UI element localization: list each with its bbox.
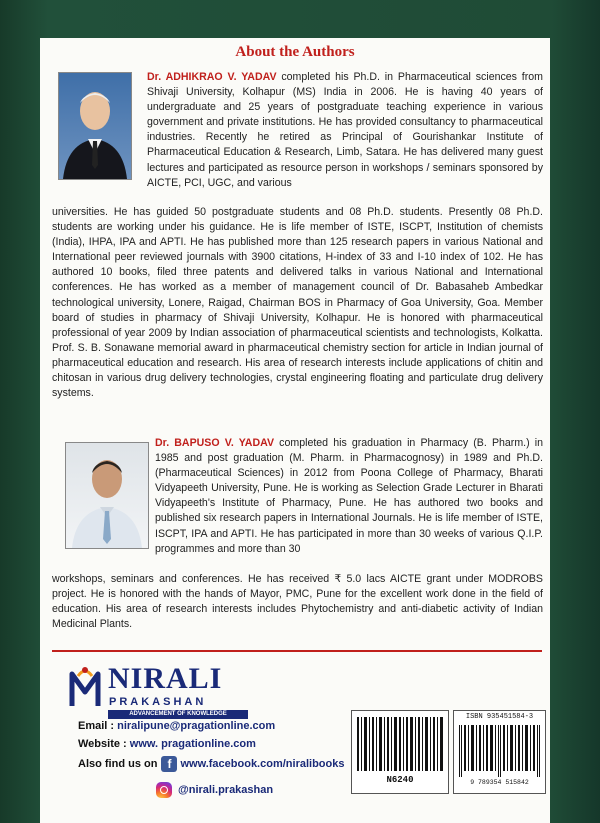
content-panel	[40, 38, 550, 823]
author2-photo	[65, 442, 149, 549]
website-link[interactable]: www. pragationline.com	[129, 738, 256, 750]
publisher-logo	[68, 658, 268, 718]
facebook-line	[78, 756, 344, 772]
isbn-bars-icon	[459, 725, 540, 777]
email-link[interactable]: niralipune@pragationline.com	[117, 720, 276, 732]
email-label: Email :	[78, 720, 118, 732]
author2-bio-top	[155, 436, 543, 557]
nirali-logo-icon	[68, 664, 102, 708]
instagram-icon	[156, 782, 172, 798]
publisher-name: NIRALI	[108, 662, 223, 695]
page-title: About the Authors	[235, 44, 355, 60]
author2-bio-text-top: completed his graduation in Pharmacy (B. Pharm.) in 1985 and post graduation (M. Pharm. in Pharmacognosy) in 1989 and Ph.D. (Pharmaceutical Sciences) in 2012 from Poona College of Pharmacy, Bharati Vidyapeeth University, Pune. He is working as Selection Grade Lecturer in Bharati Vidyapeeth's Institute of Pharmacy, Pune. He has authored two books and published six research papers in International Journals. He is life member of ISTE, ISCPT, IPA and APTI. He has participated in more than 30 weeks of various Q.I.P. programmes and more than 30	[155, 437, 544, 555]
publisher-tagline: ADVANCEMENT OF KNOWLEDGE	[108, 710, 248, 719]
website-label: Website :	[78, 738, 130, 750]
instagram-line	[156, 782, 273, 798]
find-us-label: Also find us on	[78, 757, 158, 770]
publisher-subname: PRAKASHAN	[109, 696, 207, 708]
divider-line	[52, 650, 542, 652]
facebook-link[interactable]: www.facebook.com/niralibooks	[180, 757, 345, 770]
isbn-label: ISBN 935451584-3	[465, 713, 534, 721]
facebook-icon: f	[161, 756, 177, 772]
author1-photo	[58, 72, 132, 180]
author1-bio-bottom: universities. He has guided 50 postgraduate students and 08 Ph.D. students. Presently 08 Ph.D. students are working under his guidance. He is life member of ISTE, ISCPT, Institution of chemists (India), IHPA, IPA and APTI. He has published more than 125 research papers in various National and International peer reviewed journals with 3900 citations, H-index of 33 and I-10 index of 102. He has authored 10 books, filed three patents and delivered talks in various National and International conferences. He has worked as a member of management council of Dr. Babasaheb Ambedkar technological university, Lonere, Raigad, Chairman BOS in Pharmacy of Goa University, Goa. Member board of studies in pharmacy of Shivaji University, Kolhapur. He is honored with pharmaceutical professional of year 2009 by Indian association of pharmaceutical scientists and technologists, Kolkatta. Prof. S. B. Sonawane memorial award in pharmaceutical chemistry section for article in Indian journal of pharmaceutical education and research. His area of research interests include applications of chitin and chitosan in various drug delivery technologies, crystal engineering floating and particulate drug delivery systems.	[52, 206, 543, 400]
email-line	[78, 720, 275, 732]
author1-bio-text-top: completed his Ph.D. in Pharmaceutical sciences from Shivaji University, Kolhapur (MS) India in 2006. He is having 40 years of undergraduate and 25 years of postgraduate teaching experience in various government and private institutions. He has provided consultancy to pharmaceutical industries. Recently he retired as Principal of Gourishankar Institute of Pharmaceutical Education & Research, Limb, Satara. He has delivered many guest lectures and participated as resource person in workshops / seminars sponsored by AICTE, PCI, UGC, and various	[147, 71, 543, 189]
instagram-handle[interactable]: @nirali.prakashan	[178, 783, 274, 796]
author2-name: Dr. BAPUSO V. YADAV	[155, 437, 275, 449]
author1-name: Dr. ADHIKRAO V. YADAV	[147, 71, 277, 83]
internal-barcode	[351, 710, 449, 794]
author1-bio-top	[147, 70, 543, 191]
internal-code: N6240	[386, 775, 414, 785]
barcode-bars-icon	[357, 717, 443, 771]
website-line	[78, 738, 256, 750]
isbn-barcode	[453, 710, 546, 794]
author2-bio-bottom: workshops, seminars and conferences. He has received ₹ 5.0 lacs AICTE grant under MODROBS project. He is honored with the hands of Mayor, PMC, Pune for the excellent work done in the field of education. His area of research interests includes Phytochemistry and anti-diabetic activity of Indian Medicinal Plants.	[52, 573, 543, 631]
isbn-digits: 9 789354 515842	[470, 779, 529, 786]
